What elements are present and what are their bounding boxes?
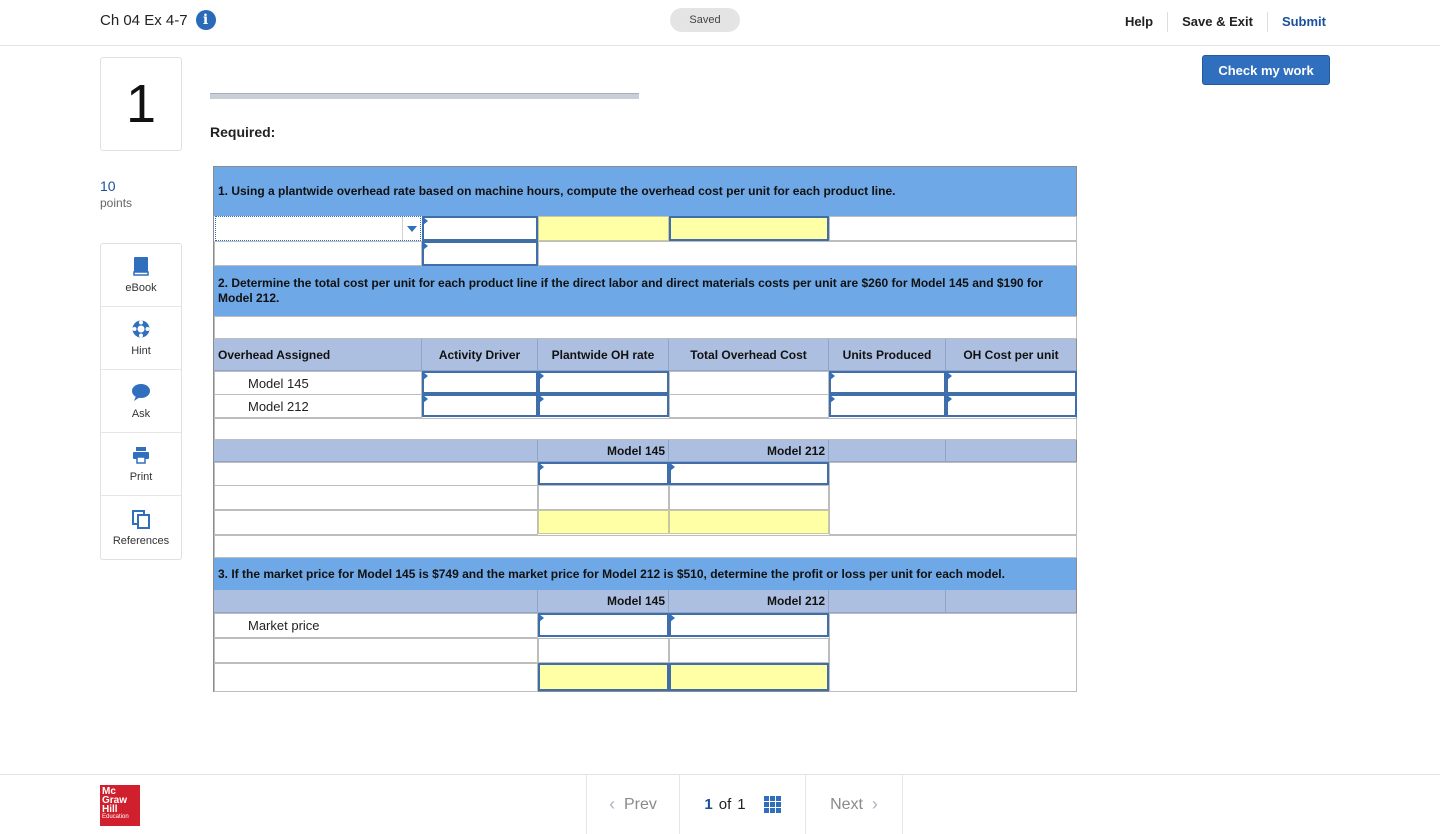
print-label: Print (129, 471, 153, 483)
chat-bubble-icon (131, 382, 151, 402)
part3-subheader-blank (214, 590, 538, 613)
header-units-produced: Units Produced (829, 339, 946, 371)
grid-icon[interactable] (764, 796, 781, 813)
next-label: Next (830, 795, 863, 813)
m145-market-price-input[interactable] (538, 613, 669, 637)
row-label-model-212: Model 212 (214, 394, 422, 418)
logo-line-4: Education (102, 814, 129, 820)
m212-market-price-input[interactable] (669, 613, 829, 637)
header-total-overhead-cost: Total Overhead Cost (669, 339, 829, 371)
logo-line-1: Mc (102, 786, 116, 797)
page-total: 1 (737, 796, 746, 813)
part2-col-model-145: Model 145 (538, 440, 669, 462)
part3-right-blank (829, 613, 1077, 692)
part3-row-b-label (214, 638, 538, 663)
pager (586, 775, 903, 834)
part2-prompt: 2. Determine the total cost per unit for each product line if the direct labor and direct materials costs per unit are $260 for Model 145 and $190 for Model 212. (214, 266, 1076, 316)
part2-right-blank (829, 462, 1077, 535)
hint-label: Hint (131, 345, 151, 357)
part1-prompt: 1. Using a plantwide overhead rate based on machine hours, compute the overhead cost per unit for each product line. (214, 167, 1076, 216)
footer (0, 774, 1440, 833)
ebook-tool[interactable] (101, 244, 181, 307)
assignment-title (100, 10, 216, 30)
logo-line-3: Hill (102, 804, 118, 815)
header-overhead-assigned: Overhead Assigned (214, 339, 422, 371)
part3-m212-cell-b (669, 638, 829, 663)
part1-input-1[interactable] (422, 216, 538, 241)
help-link[interactable]: Help (1111, 12, 1168, 32)
m212-oh-cost-input[interactable] (946, 394, 1077, 417)
worksheet (213, 166, 1077, 692)
m212-oh-rate-input[interactable] (538, 394, 669, 417)
part2-subheader-blank-2 (829, 440, 946, 462)
part2-row-a-label (214, 462, 538, 486)
print-tool[interactable] (101, 433, 181, 496)
save-exit-link[interactable]: Save & Exit (1168, 12, 1268, 32)
part2-m145-input-a[interactable] (538, 462, 669, 485)
m212-activity-driver-input[interactable] (422, 394, 538, 417)
top-bar (0, 0, 1440, 46)
question-number: 1 (100, 57, 182, 151)
part1-result-1 (538, 216, 669, 241)
m212-units-input[interactable] (829, 394, 946, 417)
saved-status: Saved (670, 8, 740, 32)
part3-prompt: 3. If the market price for Model 145 is $749 and the market price for Model 212 is $510, determine the profit or loss per unit for each model. (214, 558, 1076, 590)
ask-label: Ask (131, 408, 151, 420)
row-label-model-145: Model 145 (214, 371, 422, 395)
points (100, 178, 132, 210)
part1-blank-cell (829, 216, 1077, 241)
header-activity-driver: Activity Driver (422, 339, 538, 371)
part3-subheader-blank-2 (829, 590, 946, 613)
part2-subheader-blank (214, 440, 538, 462)
book-icon (131, 256, 151, 276)
part1-row2-cell (214, 241, 422, 266)
m145-activity-driver-input[interactable] (422, 371, 538, 394)
part2-m212-input-a[interactable] (669, 462, 829, 485)
top-links (1111, 12, 1330, 32)
part2-row-c-label (214, 510, 538, 535)
part3-m212-profit[interactable] (669, 663, 829, 691)
logo-line-2: Graw (102, 795, 128, 806)
part2-m145-total (538, 510, 669, 534)
info-icon[interactable]: i (196, 10, 216, 30)
header-plantwide-oh-rate: Plantwide OH rate (538, 339, 669, 371)
m212-total-overhead-cell (669, 394, 829, 418)
chevron-right-icon: › (871, 794, 878, 814)
header-oh-cost-per-unit: OH Cost per unit (946, 339, 1076, 371)
part2-m212-total (669, 510, 829, 534)
points-label: points (100, 196, 133, 210)
mcgraw-hill-logo (100, 785, 140, 826)
chevron-left-icon: ‹ (609, 794, 616, 814)
prev-label: Prev (623, 795, 657, 813)
part3-m145-cell-b (538, 638, 669, 663)
ask-tool[interactable] (101, 370, 181, 433)
market-price-label: Market price (214, 613, 538, 638)
part3-m145-profit[interactable] (538, 663, 669, 691)
chevron-down-icon[interactable] (402, 217, 420, 240)
part2-m212-cell-b (669, 485, 829, 510)
required-heading: Required: (210, 124, 276, 140)
prev-button[interactable] (586, 775, 679, 834)
page-of: of (718, 796, 732, 813)
part3-gap-row (214, 535, 1077, 558)
part3-col-model-212: Model 212 (669, 590, 829, 613)
part2-col-model-212: Model 212 (669, 440, 829, 462)
tab-divider (210, 93, 639, 99)
part1-result-2[interactable] (669, 216, 829, 241)
submit-link[interactable]: Submit (1281, 14, 1326, 29)
ebook-label: eBook (125, 282, 157, 294)
next-button[interactable] (805, 775, 903, 834)
part2-spacer-row (214, 316, 1077, 339)
references-tool[interactable] (101, 496, 181, 559)
m145-oh-cost-input[interactable] (946, 371, 1077, 394)
part2-subheader-blank-3 (946, 440, 1076, 462)
lifebuoy-icon (131, 319, 151, 339)
part1-dropdown[interactable] (215, 216, 421, 241)
part3-subheader-blank-3 (946, 590, 1076, 613)
tools-panel (100, 243, 182, 560)
m145-total-overhead-cell (669, 371, 829, 395)
part1-row2-blank (538, 241, 1077, 266)
part1-input-2[interactable] (422, 241, 538, 266)
printer-icon (131, 445, 151, 465)
m145-oh-rate-input[interactable] (538, 371, 669, 394)
part2-m145-cell-b (538, 485, 669, 510)
copy-pages-icon (131, 509, 151, 529)
references-label: References (112, 534, 170, 547)
points-value: 10 (100, 178, 116, 194)
part2-gap-row (214, 418, 1077, 440)
part3-row-c-label (214, 663, 538, 692)
hint-tool[interactable] (101, 307, 181, 370)
m145-units-input[interactable] (829, 371, 946, 394)
page-current: 1 (704, 796, 713, 813)
part2-row-b-label (214, 485, 538, 510)
part3-col-model-145: Model 145 (538, 590, 669, 613)
title-text: Ch 04 Ex 4-7 (100, 11, 188, 29)
page-indicator[interactable] (679, 775, 805, 834)
check-my-work-button[interactable]: Check my work (1202, 55, 1330, 85)
